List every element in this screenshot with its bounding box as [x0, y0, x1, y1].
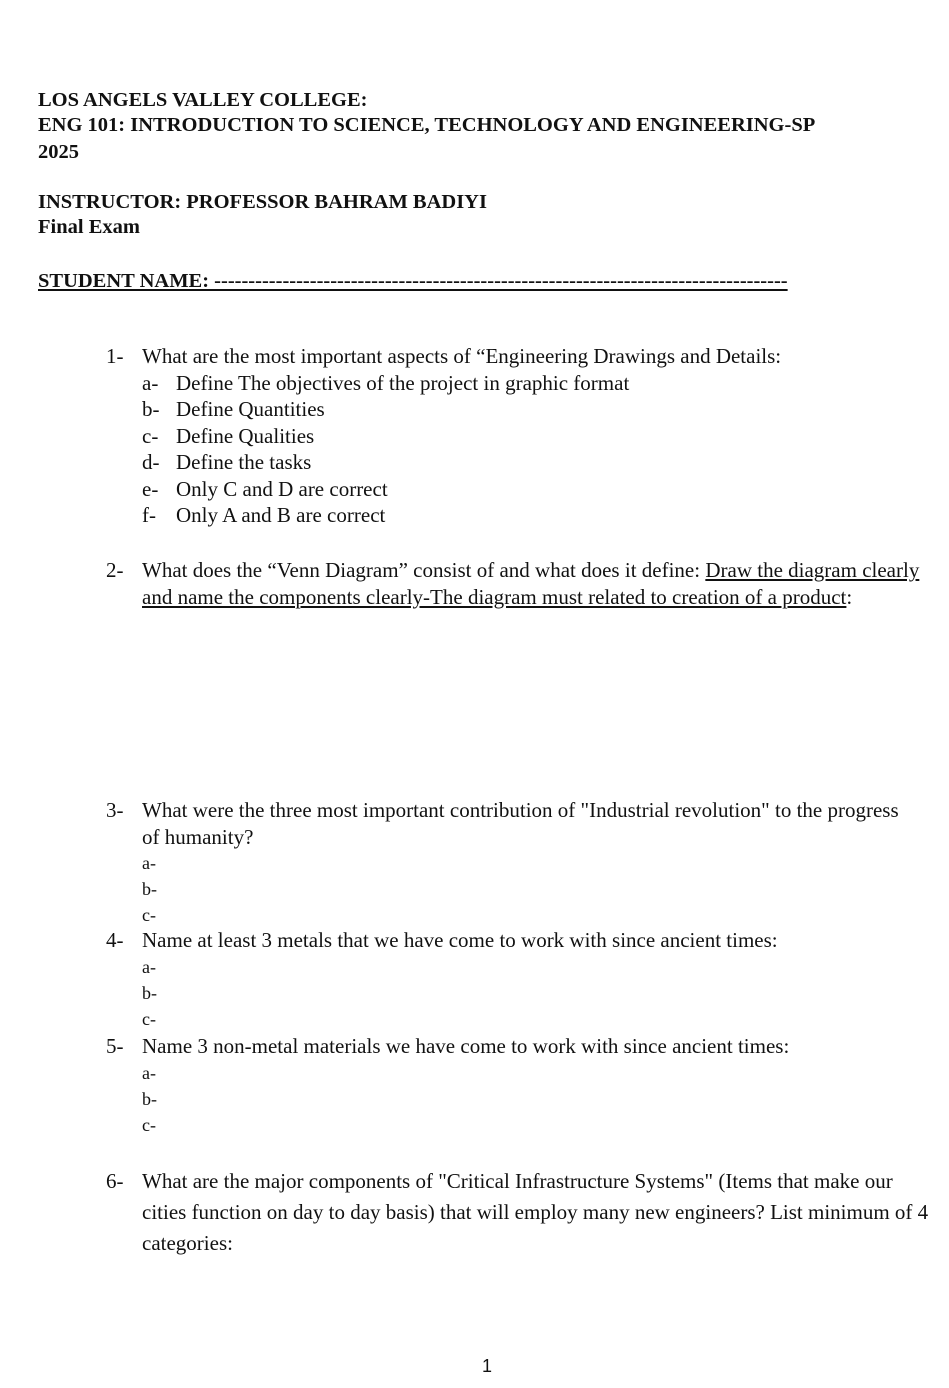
question-2 [106, 557, 936, 610]
answer-blank: c- [142, 1114, 156, 1135]
student-name-field: STUDENT NAME: ------------------------------------------------------------------------------------ [38, 270, 788, 292]
exam-type: Final Exam [38, 216, 140, 238]
answer-option: b- Define Quantities [142, 397, 325, 421]
answer-option: c- Define Qualities [142, 423, 315, 448]
question-5 [106, 1033, 789, 1138]
question-number: 6- [106, 1169, 124, 1193]
answer-option: d- Define the tasks [142, 450, 312, 474]
question-1 [106, 343, 781, 529]
instructor-name: INSTRUCTOR: PROFESSOR BAHRAM BADIYI [38, 191, 487, 213]
question-text: Name at least 3 metals that we have come to work with since ancient times: [142, 928, 778, 952]
answer-blank: b- [142, 1088, 157, 1109]
question-text: What were the three most important contribution of "Industrial revolution" to the progress of humanity? [142, 798, 899, 849]
question-6 [106, 1166, 936, 1259]
page-number: 1 [482, 1356, 493, 1376]
answer-blank: b- [142, 982, 157, 1003]
question-number: 1- [106, 344, 124, 368]
underlined-instruction: Draw the diagram clearly and name the components clearly-The diagram must related to creation of a product [142, 558, 920, 609]
answer-blanks [142, 1060, 789, 1138]
answer-blank: a- [142, 853, 156, 873]
answer-option: f- Only A and B are correct [142, 503, 386, 527]
question-text: What does the “Venn Diagram” consist of and what does it define: Draw the diagram clearly and name the components clearly-The diagram must related to creation of a product: [142, 558, 920, 609]
answer-blanks [142, 850, 906, 928]
question-number: 5- [106, 1034, 124, 1058]
question-4 [106, 927, 778, 1032]
question-3 [106, 797, 906, 928]
answer-blank: a- [142, 1062, 156, 1083]
course-year: 2025 [38, 141, 79, 163]
answer-blank: a- [142, 956, 156, 977]
college-name: LOS ANGELS VALLEY COLLEGE: [38, 89, 368, 111]
answer-blank: b- [142, 879, 157, 899]
question-text: What are the most important aspects of “Engineering Drawings and Details: [142, 344, 782, 368]
answer-options [142, 370, 781, 529]
course-title: ENG 101: INTRODUCTION TO SCIENCE, TECHNOLOGY AND ENGINEERING-SP [38, 114, 816, 136]
question-text: What are the major components of "Critical Infrastructure Systems" (Items that make our cities function on day to day basis) that will employ many new engineers? List minimum of 4 categories: [142, 1169, 929, 1255]
question-number: 3- [106, 798, 124, 822]
answer-option: e- Only C and D are correct [142, 476, 388, 501]
answer-blank: c- [142, 905, 156, 925]
answer-blanks [142, 954, 778, 1032]
answer-option: a- Define The objectives of the project in graphic format [142, 370, 630, 395]
question-text: Name 3 non-metal materials we have come to work with since ancient times: [142, 1034, 790, 1058]
question-number: 4- [106, 928, 124, 952]
answer-blank: c- [142, 1008, 156, 1029]
question-number: 2- [106, 558, 124, 582]
